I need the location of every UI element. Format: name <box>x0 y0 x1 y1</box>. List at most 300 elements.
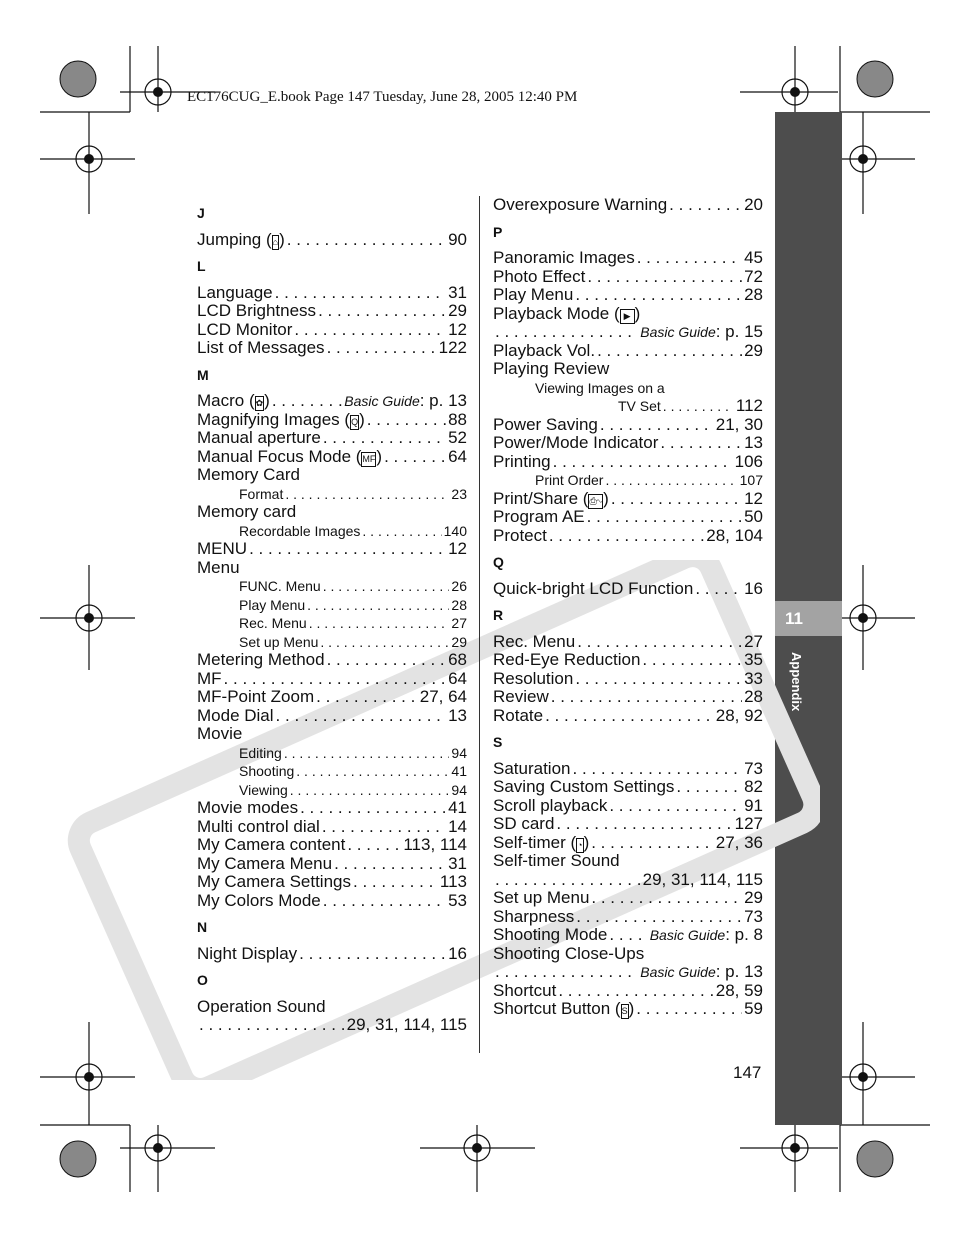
index-subentry <box>197 522 467 541</box>
entry-label: LCD Brightness <box>197 301 317 320</box>
entry-label: Set up Menu <box>239 633 319 650</box>
entry-label: Night Display <box>197 943 298 963</box>
entry-pages: 28 <box>744 687 763 706</box>
entry-pages: 41 <box>448 798 467 817</box>
index-entry <box>493 305 763 324</box>
index-entry <box>197 339 467 358</box>
index-entry <box>197 429 467 448</box>
index-entry <box>493 490 763 509</box>
entry-label: Mode Dial <box>197 705 274 725</box>
leader-dots <box>553 453 733 472</box>
entry-pages: 28, 92 <box>715 705 763 725</box>
index-entry <box>493 342 763 361</box>
entry-label: Multi control dial <box>197 816 320 836</box>
leader-dots <box>600 416 714 435</box>
entry-label: MF <box>197 668 222 688</box>
index-entry <box>493 580 763 599</box>
entry-pages: 31 <box>448 853 467 873</box>
basic-guide-ref: Basic Guide <box>640 324 716 340</box>
entry-pages: 64 <box>448 446 467 466</box>
entry-pages: 27, 36 <box>715 832 763 852</box>
leader-dots <box>636 1000 742 1019</box>
entry-label: Shooting <box>239 763 295 779</box>
entry-label: Print/Share ( <box>493 488 589 508</box>
index-entry <box>197 873 467 892</box>
leader-dots <box>327 651 447 670</box>
index-entry <box>197 799 467 818</box>
entry-label: Resolution <box>493 668 574 688</box>
index-entry <box>493 434 763 453</box>
entry-label: Printing <box>493 451 551 471</box>
entry-pages: 50 <box>744 507 763 526</box>
leader-dots <box>272 392 342 411</box>
leader-dots <box>695 580 742 599</box>
leader-dots <box>323 429 446 448</box>
entry-pages: 29 <box>451 633 467 650</box>
leader-dots <box>575 670 742 689</box>
leader-dots <box>495 871 641 890</box>
entry-label: TV Set <box>618 398 661 414</box>
entry-label: Manual Focus Mode ( <box>197 446 362 466</box>
index-entry <box>197 725 467 744</box>
leader-dots <box>296 762 449 781</box>
entry-label: SD card <box>493 814 555 833</box>
entry-label: Sharpness <box>493 906 575 926</box>
index-entry <box>493 416 763 435</box>
index-column-left <box>197 196 467 1035</box>
entry-pages: 90 <box>448 229 467 249</box>
leader-dots <box>294 321 446 340</box>
entry-pages: 12 <box>448 319 467 339</box>
index-entry <box>493 670 763 689</box>
entry-label: Viewing <box>239 781 288 798</box>
entry-label-close: ) <box>279 229 285 249</box>
entry-pages: 45 <box>744 248 763 267</box>
entry-pages: 82 <box>744 777 763 796</box>
entry-pages: 12 <box>448 539 467 558</box>
leader-dots <box>199 1016 345 1035</box>
index-entry <box>197 892 467 911</box>
index-entry <box>493 852 763 871</box>
entry-label: Memory Card <box>197 465 300 484</box>
entry-pages: 35 <box>744 650 763 669</box>
leader-dots <box>362 522 441 541</box>
index-entry <box>493 982 763 1001</box>
entry-pages: 113, 114 <box>403 835 467 854</box>
index-entry <box>493 834 763 853</box>
leader-dots <box>551 688 742 707</box>
leader-dots <box>322 818 446 837</box>
leader-dots <box>323 577 450 596</box>
leader-dots <box>347 836 401 855</box>
index-entry <box>493 778 763 797</box>
leader-dots <box>384 448 446 467</box>
entry-pages: 94 <box>451 781 467 798</box>
index-entry <box>197 707 467 726</box>
index-entry <box>493 508 763 527</box>
index-entry <box>197 651 467 670</box>
leader-dots <box>642 651 742 670</box>
index-entry <box>493 196 763 215</box>
index-letter: O <box>197 972 208 988</box>
entry-pages: 127 <box>734 814 763 833</box>
chapter-number: 11 <box>775 601 842 636</box>
entry-pages: 33 <box>744 668 763 688</box>
index-entry <box>493 963 763 982</box>
entry-pages: 23 <box>451 485 467 502</box>
entry-pages: 107 <box>739 472 763 488</box>
entry-label: Menu <box>197 557 240 577</box>
leader-dots <box>287 231 446 250</box>
leader-dots <box>587 508 742 527</box>
index-letter: Q <box>493 554 504 570</box>
entry-pages: 29 <box>448 301 467 320</box>
entry-pages: 28 <box>451 596 467 613</box>
leader-dots <box>327 339 437 358</box>
entry-label: Print Order <box>535 472 604 488</box>
index-entry <box>197 466 467 485</box>
entry-label: FUNC. Menu <box>239 578 321 594</box>
leader-dots <box>660 434 742 453</box>
leader-dots <box>611 490 742 509</box>
entry-pages: : p. 13 <box>715 962 763 981</box>
leader-dots <box>558 982 713 1001</box>
leader-dots <box>576 908 742 927</box>
index-entry <box>493 268 763 287</box>
leader-dots <box>556 815 732 834</box>
entry-pages: 140 <box>443 522 467 539</box>
entry-label: Red-Eye Reduction <box>493 650 641 669</box>
entry-pages: 29, 31, 114, 115 <box>642 869 763 889</box>
entry-pages: 73 <box>744 906 763 926</box>
index-entry <box>197 670 467 689</box>
entry-label-close: ) <box>603 488 609 508</box>
entry-pages: 94 <box>451 744 467 761</box>
entry-pages: 13 <box>744 433 763 452</box>
entry-label: List of Messages <box>197 338 325 357</box>
entry-pages: 27 <box>744 631 763 651</box>
entry-label: My Camera Menu <box>197 853 333 873</box>
entry-label: My Camera content <box>197 835 346 854</box>
entry-pages: 28, 59 <box>715 980 763 1000</box>
chapter-label: Appendix <box>789 652 804 712</box>
entry-pages: 68 <box>448 650 467 669</box>
entry-label: Language <box>197 282 273 302</box>
print-header: EC176CUG_E.book Page 147 Tuesday, June 28, 2005 12:40 PM <box>187 89 578 105</box>
index-subentry <box>197 633 467 652</box>
leader-dots <box>637 249 742 268</box>
leader-dots <box>549 527 704 546</box>
index-entry <box>493 360 763 379</box>
entry-pages: 29, 31, 114, 115 <box>346 1015 467 1034</box>
leader-dots <box>275 284 446 303</box>
entry-label: Movie <box>197 724 243 743</box>
entry-pages: 16 <box>744 578 763 598</box>
entry-label: Metering Method <box>197 650 325 669</box>
shortcut-icon: S <box>621 1004 629 1019</box>
leader-dots <box>290 781 450 800</box>
leader-dots <box>299 945 446 964</box>
index-subentry <box>197 781 467 800</box>
entry-label: Format <box>239 485 284 502</box>
index-entry <box>493 760 763 779</box>
leader-dots <box>495 323 638 342</box>
entry-label: Rec. Menu <box>493 631 576 651</box>
entry-pages: 106 <box>734 451 763 471</box>
entry-label: Recordable Images <box>239 522 361 539</box>
entry-label: Manual aperture <box>197 428 321 447</box>
entry-label: My Camera Settings <box>197 872 351 891</box>
entry-label: Power/Mode Indicator <box>493 433 659 452</box>
index-subentry <box>197 614 467 633</box>
leader-dots <box>545 707 714 726</box>
entry-pages: 14 <box>448 816 467 836</box>
entry-label-close: ) <box>583 832 590 852</box>
entry-label: Program AE <box>493 507 585 526</box>
entry-label: Viewing Images on a <box>535 379 665 396</box>
index-entry <box>197 1016 467 1035</box>
entry-label: Set up Menu <box>493 888 590 907</box>
entry-pages: 29 <box>744 888 763 907</box>
basic-guide-ref: Basic Guide <box>344 393 420 409</box>
index-entry <box>197 503 467 522</box>
index-entry <box>493 707 763 726</box>
macro-flower-icon: ✿ <box>255 396 265 411</box>
index-subentry <box>197 762 467 781</box>
entry-pages: 27, 64 <box>419 687 467 706</box>
leader-dots <box>577 633 742 652</box>
leader-dots <box>320 633 449 652</box>
entry-pages: 27 <box>451 615 467 631</box>
entry-label: Overexposure Warning <box>493 195 668 214</box>
entry-pages: 29 <box>744 340 763 360</box>
column-divider <box>479 196 480 1053</box>
entry-pages: : p. 13 <box>419 391 467 410</box>
page-number: 147 <box>733 1063 762 1082</box>
entry-label: Shortcut <box>493 980 557 1000</box>
entry-label: Quick-bright LCD Function <box>493 578 694 598</box>
entry-label: MENU <box>197 539 248 558</box>
index-entry <box>493 815 763 834</box>
leader-dots <box>249 540 446 559</box>
leader-dots <box>224 670 447 689</box>
entry-label: Macro ( <box>197 391 255 410</box>
entry-pages: 88 <box>448 409 467 429</box>
leader-dots <box>285 485 449 504</box>
leader-dots <box>367 411 446 430</box>
entry-pages: 113 <box>439 872 467 891</box>
self-timer-icon: ◔ <box>576 838 583 853</box>
entry-label: Saturation <box>493 758 571 778</box>
index-entry <box>493 286 763 305</box>
index-entry <box>493 797 763 816</box>
leader-dots <box>663 397 734 416</box>
index-letter: L <box>197 258 206 274</box>
entry-pages: 59 <box>744 999 763 1018</box>
entry-label: Review <box>493 687 549 706</box>
index-entry <box>493 945 763 964</box>
leader-dots <box>316 688 418 707</box>
basic-guide-ref: Basic Guide <box>640 964 716 980</box>
entry-pages: 72 <box>744 266 763 286</box>
index-entry <box>197 302 467 321</box>
entry-label: Shooting Close-Ups <box>493 943 645 963</box>
leader-dots <box>309 614 450 633</box>
entry-pages: : p. 15 <box>715 322 763 341</box>
entry-label: Shooting Mode <box>493 925 608 944</box>
leader-dots <box>676 778 742 797</box>
entry-label: Photo Effect <box>493 266 586 286</box>
entry-label: Rotate <box>493 705 544 725</box>
leader-dots <box>575 286 742 305</box>
index-subentry <box>493 397 763 416</box>
index-subentry <box>197 577 467 596</box>
index-entry <box>197 836 467 855</box>
entry-label: Self-timer Sound <box>493 851 620 870</box>
index-entry <box>493 1000 763 1019</box>
index-column-right <box>493 196 763 1019</box>
entry-label: My Colors Mode <box>197 890 321 910</box>
index-subentry <box>197 744 467 763</box>
leader-dots <box>323 892 446 911</box>
index-subentry <box>197 485 467 504</box>
index-entry <box>197 855 467 874</box>
index-entry <box>197 818 467 837</box>
index-subentry <box>493 379 763 398</box>
entry-pages: 16 <box>448 943 467 963</box>
entry-label: Editing <box>239 744 282 761</box>
entry-pages: 41 <box>451 763 467 779</box>
leader-dots <box>573 760 743 779</box>
magnifier-icon: Q <box>350 415 359 430</box>
leader-dots <box>605 471 737 490</box>
index-entry <box>493 323 763 342</box>
entry-label: Protect <box>493 525 547 545</box>
entry-label: Playing Review <box>493 359 610 378</box>
entry-pages: 28, 104 <box>706 525 763 545</box>
leader-dots <box>591 889 742 908</box>
index-letter: J <box>197 205 205 221</box>
entry-pages: 20 <box>744 195 763 214</box>
index-entry <box>197 945 467 964</box>
index-subentry <box>493 471 763 490</box>
index-entry <box>493 871 763 890</box>
leader-dots <box>591 834 714 853</box>
entry-label: Playback Mode ( <box>493 303 620 323</box>
leader-dots <box>334 855 446 874</box>
leader-dots <box>495 963 638 982</box>
index-entry <box>493 651 763 670</box>
index-entry <box>197 231 467 250</box>
entry-pages: 91 <box>744 795 763 815</box>
entry-pages: 28 <box>744 285 763 304</box>
leader-dots <box>609 926 647 945</box>
index-entry <box>197 688 467 707</box>
leader-dots <box>300 799 446 818</box>
entry-pages: 73 <box>744 758 763 778</box>
entry-pages: 31 <box>448 282 467 302</box>
entry-pages: 64 <box>448 668 467 688</box>
index-entry <box>197 448 467 467</box>
entry-pages: 21, 30 <box>715 414 763 434</box>
index-entry <box>493 633 763 652</box>
jump-icon: ⌂ <box>272 235 279 250</box>
index-entry <box>493 249 763 268</box>
index-entry <box>197 284 467 303</box>
entry-label-close: ) <box>376 446 383 466</box>
index-entry <box>197 998 467 1017</box>
leader-dots <box>276 707 447 726</box>
play-icon: ▶ <box>620 309 635 324</box>
leader-dots <box>587 268 742 287</box>
entry-label: Self-timer ( <box>493 832 577 852</box>
entry-label: LCD Monitor <box>197 319 293 339</box>
entry-pages: 112 <box>735 396 763 415</box>
entry-label: Operation Sound <box>197 996 326 1016</box>
index-entry <box>493 926 763 945</box>
entry-label-close: ) <box>359 409 365 429</box>
index-entry <box>197 392 467 411</box>
entry-pages: 52 <box>448 428 467 447</box>
index-entry <box>197 540 467 559</box>
index-entry <box>493 688 763 707</box>
entry-label: Memory card <box>197 502 297 521</box>
basic-guide-ref: Basic Guide <box>649 927 726 943</box>
entry-label: Power Saving <box>493 414 598 434</box>
entry-label: Magnifying Images ( <box>197 409 351 429</box>
index-entry <box>493 453 763 472</box>
entry-pages: : p. 8 <box>725 925 763 944</box>
entry-label: Saving Custom Settings <box>493 777 675 796</box>
entry-pages: 13 <box>448 705 467 725</box>
entry-label: MF-Point Zoom <box>197 687 315 706</box>
mf-icon: MF <box>361 452 376 467</box>
entry-label: Movie modes <box>197 798 299 817</box>
entry-label: Playback Vol. <box>493 340 596 360</box>
entry-pages: 53 <box>448 890 467 910</box>
index-entry <box>197 321 467 340</box>
leader-dots <box>597 342 742 361</box>
entry-label: Play Menu <box>493 285 574 304</box>
entry-pages: 122 <box>438 338 467 357</box>
entry-label-close: ) <box>264 391 270 410</box>
leader-dots <box>353 873 438 892</box>
index-subentry <box>197 596 467 615</box>
entry-label: Panoramic Images <box>493 248 635 267</box>
leader-dots <box>307 596 449 615</box>
print-share-icon: ⎙∿ <box>588 494 603 509</box>
index-letter: S <box>493 734 503 750</box>
index-letter: N <box>197 919 208 935</box>
entry-label: Shortcut Button ( <box>493 999 621 1018</box>
entry-label: Jumping ( <box>197 229 272 249</box>
index-letter: M <box>197 366 209 383</box>
leader-dots <box>609 797 742 816</box>
index-entry <box>197 411 467 430</box>
entry-pages: 26 <box>451 578 467 594</box>
leader-dots <box>318 302 446 321</box>
index-entry <box>493 889 763 908</box>
leader-dots <box>284 744 450 763</box>
index-entry <box>197 559 467 578</box>
entry-pages: 12 <box>744 488 763 508</box>
entry-label-close: ) <box>634 303 641 323</box>
entry-label-close: ) <box>628 999 635 1018</box>
index-entry <box>493 908 763 927</box>
leader-dots <box>669 196 742 215</box>
entry-label: Play Menu <box>239 596 306 613</box>
entry-label: Rec. Menu <box>239 615 307 631</box>
